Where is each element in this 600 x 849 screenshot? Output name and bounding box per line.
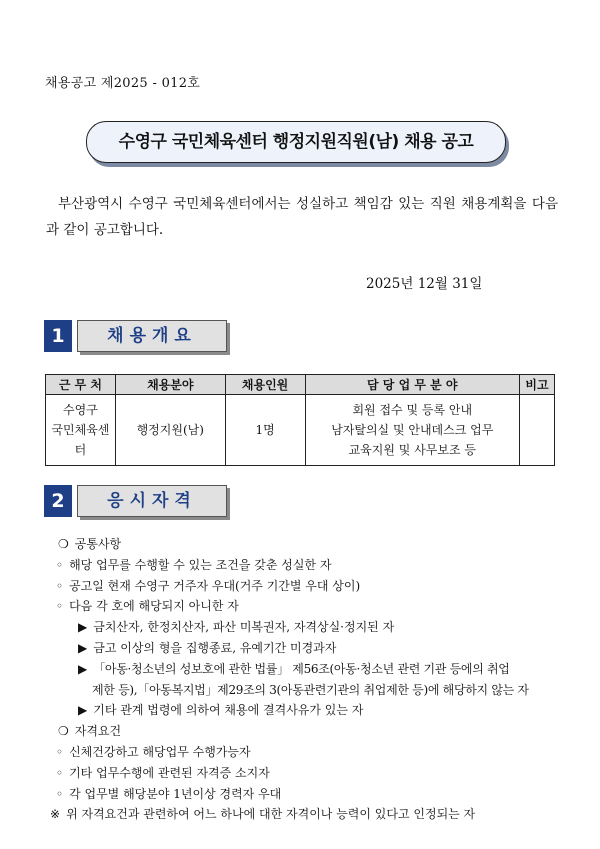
duty-line: 회원 접수 및 등록 안내 [352,403,473,417]
table-row [46,395,555,466]
dot-bullet-icon: ◦ [56,744,64,759]
intro-text: 부산광역시 수영구 국민체육센터에서는 성실하고 책임감 있는 직원 채용계획을 다음과 같이 공고합니다. [46,196,558,238]
item-text: 기타 업무수행에 관련된 자격증 소지자 [69,765,270,780]
list-item-continuation [46,680,566,701]
section-title: 응시자격 [77,485,227,517]
dot-bullet-icon: ◦ [56,765,64,780]
circle-bullet-icon: ❍ [58,724,69,739]
item-text: 신체건강하고 해당업무 수행가능자 [69,744,251,759]
req-title: 자격요건 [74,724,122,739]
list-item [46,576,566,597]
triangle-bullet-icon: ▶ [78,703,88,718]
duty-line: 남자탈의실 및 안내데스크 업무 [331,423,494,437]
announcement-date: 2025년 12월 31일 [366,276,483,292]
list-item [46,721,566,742]
note-item [46,804,566,825]
cell-remark [520,395,555,466]
recruitment-table [45,374,555,466]
cell-count: 1명 [225,395,305,466]
common-title: 공통사항 [74,537,122,551]
triangle-bullet-icon: ▶ [78,640,88,655]
item-text: 「아동·청소년의 성보호에 관한 법률」 제56조(아동·청소년 관련 기관 등에의 취업 [93,661,510,676]
list-item [46,700,566,721]
cell-field: 행정지원(남) [115,395,225,466]
section-title: 채용개요 [77,320,227,352]
item-text: 금고 이상의 형을 집행종료, 유예기간 미경과자 [93,640,337,655]
dot-bullet-icon: ◦ [56,578,64,593]
list-item [46,617,566,638]
workplace-line: 국민체육센터 [51,423,110,457]
page-title: 수영구 국민체육센터 행정지원직원(남) 채용 공고 [86,121,506,163]
header-remark: 비고 [520,375,555,395]
header-duties: 담 당 업 무 분 야 [305,375,520,395]
circle-bullet-icon: ❍ [58,537,69,551]
qualifications-list [46,534,566,825]
notice-number: 채용공고 제2025 - 012호 [45,76,201,91]
list-item [46,659,566,680]
section-number: 2 [44,485,72,517]
section-number: 1 [44,320,72,352]
header-count: 채용인원 [225,375,305,395]
duty-line: 교육지원 및 사무보조 등 [348,443,476,457]
list-item [46,638,566,659]
list-item [46,555,566,576]
cell-duties [305,395,520,466]
item-text: 각 업무별 해당분야 1년이상 경력자 우대 [69,786,282,801]
dot-bullet-icon: ◦ [56,599,64,614]
list-item [46,596,566,617]
list-item [46,742,566,763]
header-workplace: 근 무 처 [46,375,116,395]
cell-workplace [46,395,116,466]
header-field: 채용분야 [115,375,225,395]
dot-bullet-icon: ◦ [56,786,64,801]
list-item [46,534,566,555]
list-item [46,763,566,784]
list-item [46,784,566,805]
workplace-line: 수영구 [63,403,98,417]
item-text: 다음 각 호에 해당되지 아니한 자 [69,599,239,614]
dot-bullet-icon: ◦ [56,557,64,572]
item-text: 위 자격요건과 관련하여 어느 하나에 대한 자격이나 능력이 있다고 인정되는 자 [66,807,476,822]
table-header-row [46,375,555,395]
item-text: 공고일 현재 수영구 거주자 우대(거주 기간별 우대 상이) [69,578,361,593]
item-text: 금치산자, 한정치산자, 파산 미복권자, 자격상실·정지된 자 [93,620,395,635]
triangle-bullet-icon: ▶ [78,620,88,635]
item-text: 기타 관계 법령에 의하여 채용에 결격사유가 있는 자 [93,703,364,718]
note-mark-icon: ※ [50,807,61,822]
item-text: 해당 업무를 수행할 수 있는 조건을 갖춘 성실한 자 [69,557,332,572]
intro-paragraph [46,191,558,243]
item-text: 제한 등),「아동복지법」제29조의 3(아동관련기관의 취업제한 등)에 해당하지 않는 자 [92,682,529,697]
triangle-bullet-icon: ▶ [78,661,88,676]
